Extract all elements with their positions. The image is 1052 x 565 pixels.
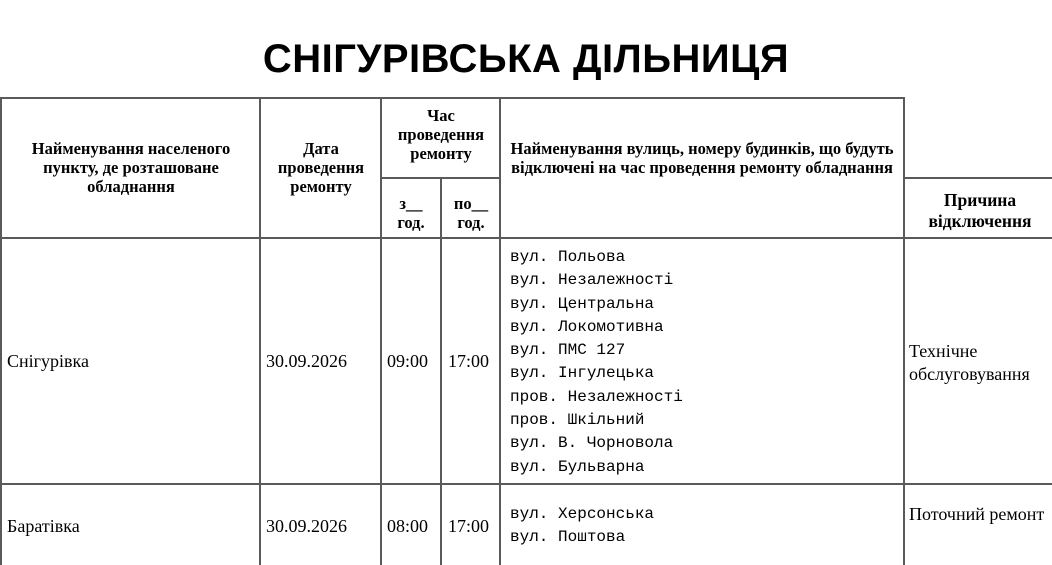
list-item: вул. Незалежності (510, 271, 674, 290)
header-time: Час проведення ремонту (397, 106, 485, 163)
list-item: пров. Незалежності (510, 387, 683, 406)
row1-streets (510, 246, 683, 479)
row1-settlement: Снігурівка (7, 351, 89, 371)
header-reason: Причина відключення (928, 190, 1032, 231)
list-item: вул. Херсонська (510, 505, 655, 523)
row2-reason: Поточний ремонт (909, 504, 1045, 524)
row2-settlement: Баратівка (7, 516, 80, 536)
row1-reason: Технічне обслуговування (909, 341, 1030, 384)
row1-to: 17:00 (448, 351, 490, 371)
list-item: вул. Локомотивна (510, 317, 664, 336)
list-item: пров. Шкільний (510, 411, 645, 430)
row1-from: 09:00 (387, 351, 429, 371)
header-to: по__ год. (453, 194, 489, 232)
list-item: вул. В. Чорновола (510, 434, 674, 453)
header-from: з__ год. (397, 194, 425, 232)
row1-date: 30.09.2026 (266, 351, 347, 371)
list-item: вул. Інгулецька (510, 364, 655, 383)
header-settlement: Найменування населеного пункту, де розташоване обладнання (31, 139, 231, 196)
header-streets: Найменування вулиць, номеру будинків, що будуть відключені на час проведення ремонту обладнання (510, 139, 894, 177)
row2-streets (510, 503, 654, 550)
header-date: Дата проведення ремонту (277, 139, 365, 196)
list-item: вул. Польова (510, 248, 626, 266)
list-item: вул. Поштова (510, 528, 626, 547)
list-item: вул. Центральна (510, 294, 655, 313)
list-item: вул. ПМС 127 (510, 341, 626, 360)
row2-from: 08:00 (387, 516, 429, 536)
page-title: СНІГУРІВСЬКА ДІЛЬНИЦЯ (262, 37, 790, 81)
list-item: вул. Бульварна (510, 457, 645, 476)
row2-date: 30.09.2026 (266, 516, 347, 536)
row2-to: 17:00 (448, 516, 490, 536)
